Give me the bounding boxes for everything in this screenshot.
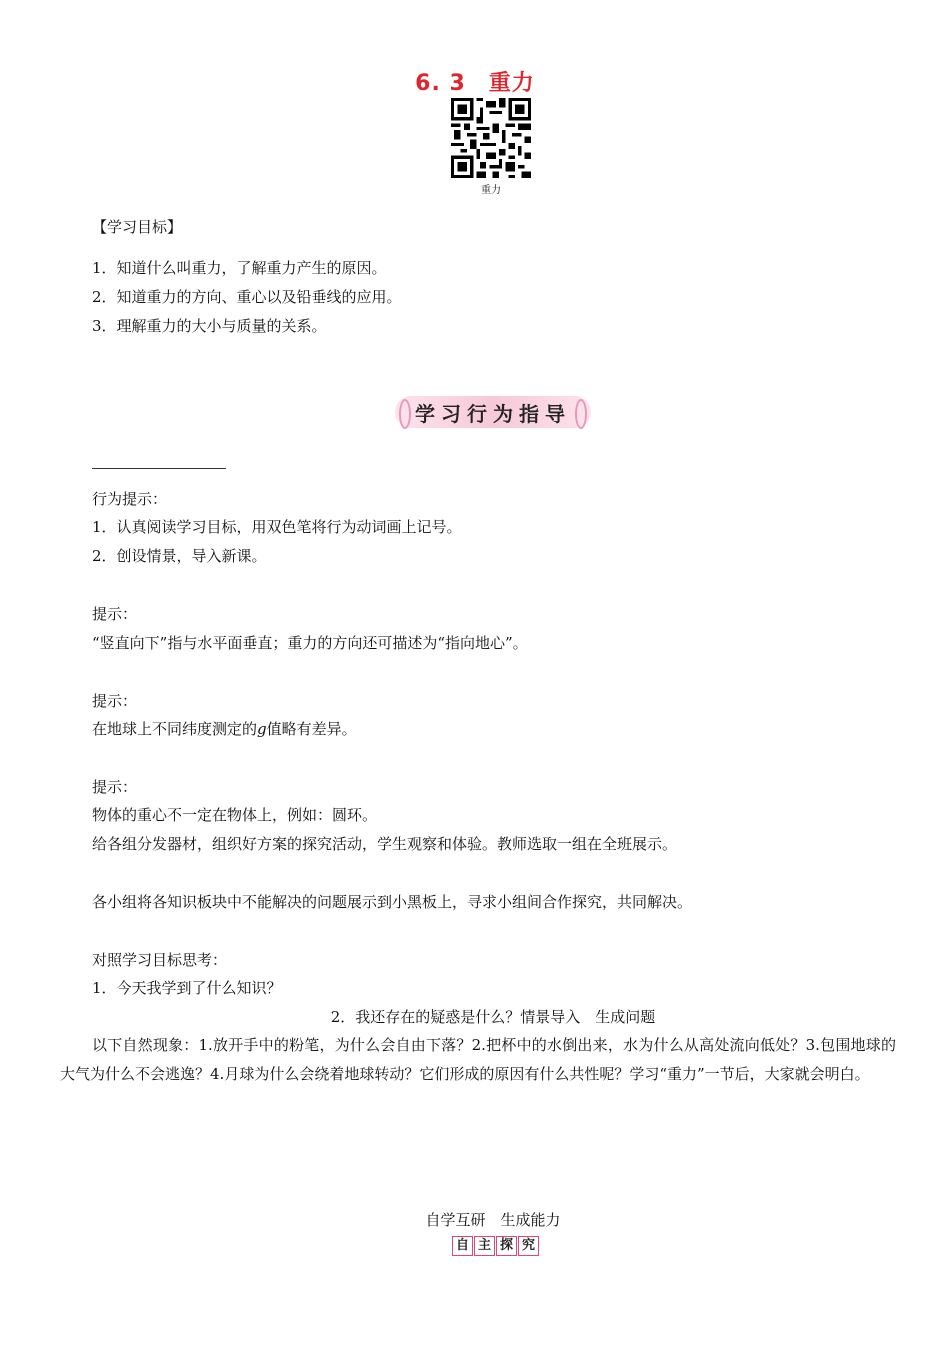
objective-item: 2．知道重力的方向、重心以及铅垂线的应用。 [92, 288, 402, 306]
qr-code [451, 98, 531, 178]
self-study-stamp [452, 1236, 539, 1256]
behavior-heading: 行为提示： [92, 490, 168, 508]
g-symbol: g [257, 720, 267, 738]
section-banner [395, 396, 591, 428]
hint-text-part: 值略有差异。 [266, 720, 357, 738]
objective-item: 1．知道什么叫重力，了解重力产生的原因。 [92, 259, 387, 277]
hint-heading: 提示： [92, 778, 138, 796]
behavior-item: 2．创设情景，导入新课。 [92, 547, 267, 565]
reflect-item: 1．今天我学到了什么知识？ [92, 979, 282, 997]
divider-line [92, 468, 226, 469]
section-heading: 自学互研 生成能力 [425, 1211, 561, 1229]
objectives-heading: 【学习目标】 [92, 218, 183, 236]
page-title: 6. 3 重力 [415, 71, 535, 96]
stamp-char: 自 [452, 1236, 473, 1256]
reflect-heading: 对照学习目标思考： [92, 951, 228, 969]
stamp-char: 探 [496, 1236, 517, 1256]
stamp-char: 究 [518, 1236, 539, 1256]
group-text: 各小组将各知识板块中不能解决的问题展示到小黑板上，寻求小组间合作探究，共同解决。 [92, 893, 693, 911]
hint-text: 物体的重心不一定在物体上，例如：圆环。 [92, 806, 378, 824]
hint-text [92, 718, 357, 739]
behavior-item: 1．认真阅读学习目标，用双色笔将行为动词画上记号。 [92, 518, 462, 536]
banner-left-ornament [399, 399, 411, 429]
hint-text-part: 在地球上不同纬度测定的 [92, 720, 258, 738]
banner-label: 学习行为指导 [415, 401, 571, 426]
hint-heading: 提示： [92, 692, 138, 710]
reflect-item: 2．我还存在的疑惑是什么？情景导入 生成问题 [330, 1008, 656, 1026]
hint-heading: 提示： [92, 605, 138, 623]
stamp-char: 主 [474, 1236, 495, 1256]
qr-caption: 重力 [481, 185, 501, 196]
hint-text: “竖直向下”指与水平面垂直；重力的方向还可描述为“指向地心”。 [92, 634, 528, 652]
intro-paragraph: 以下自然现象：1.放开手中的粉笔，为什么会自由下落？2.把杯中的水倒出来，水为什么从高处流向低处？3.包围地球的大气为什么不会逃逸？4.月球为什么会绕着地球转动？它们形成的原因有什么共性呢？学习“重力”一节后，大家就会明白。 [60, 1036, 896, 1083]
banner-right-ornament [575, 399, 587, 429]
objective-item: 3．理解重力的大小与质量的关系。 [92, 317, 327, 335]
activity-text: 给各组分发器材，组织好方案的探究活动，学生观察和体验。教师选取一组在全班展示。 [92, 835, 678, 853]
